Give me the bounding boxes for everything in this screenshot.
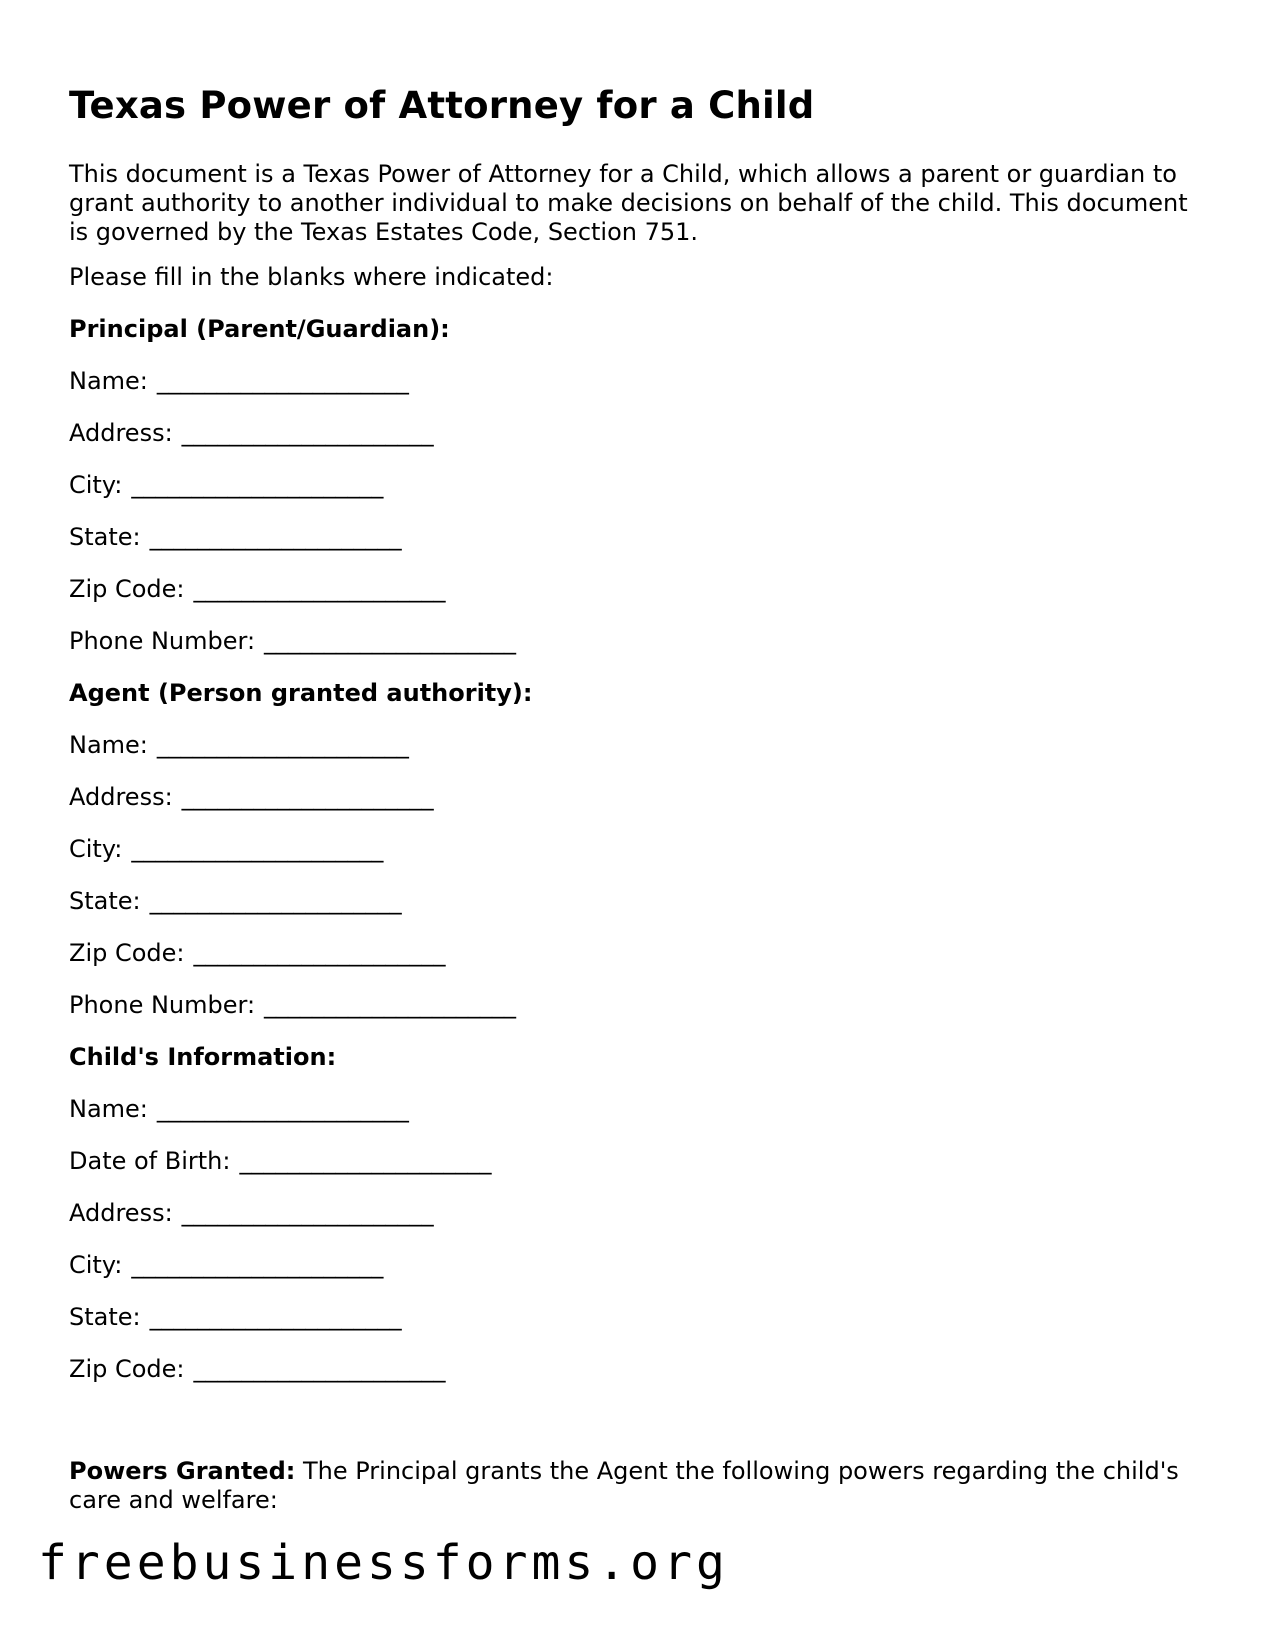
blank-line[interactable]: _____________________ xyxy=(131,1251,384,1279)
field-label: Address: xyxy=(69,419,173,447)
principal-city-field[interactable] xyxy=(69,471,383,500)
field-label: State: xyxy=(69,523,141,551)
child-address-field[interactable] xyxy=(69,1199,434,1228)
principal-heading: Principal (Parent/Guardian): xyxy=(69,315,450,343)
blank-line[interactable]: _____________________ xyxy=(264,627,517,655)
principal-state-field[interactable] xyxy=(69,523,402,552)
principal-address-field[interactable] xyxy=(69,419,434,448)
blank-line[interactable]: _____________________ xyxy=(181,419,434,447)
intro-paragraph: This document is a Texas Power of Attorney for a Child, which allows a parent or guardian to grant authority to another individual to make decisions on behalf of the child. This document is governed by the Texas Estates Code, Section 751. xyxy=(69,160,1188,246)
field-label: City: xyxy=(69,835,123,863)
field-label: City: xyxy=(69,471,123,499)
agent-heading: Agent (Person granted authority): xyxy=(69,679,533,707)
blank-line[interactable]: _____________________ xyxy=(131,471,384,499)
blank-line[interactable]: _____________________ xyxy=(156,1095,409,1123)
field-label: Phone Number: xyxy=(69,991,256,1019)
field-label: Name: xyxy=(69,731,148,759)
principal-phone-field[interactable] xyxy=(69,627,516,656)
child-zip-field[interactable] xyxy=(69,1355,446,1384)
agent-zip-field[interactable] xyxy=(69,939,446,968)
principal-name-field[interactable] xyxy=(69,367,409,396)
blank-line[interactable]: _____________________ xyxy=(149,1303,402,1331)
agent-address-field[interactable] xyxy=(69,783,434,812)
blank-line[interactable]: _____________________ xyxy=(193,1355,446,1383)
blank-line[interactable]: _____________________ xyxy=(264,991,517,1019)
field-label: Zip Code: xyxy=(69,575,185,603)
field-label: State: xyxy=(69,1303,141,1331)
powers-granted-text: The Principal grants the Agent the following powers regarding the child's care and welfare: xyxy=(69,1457,1179,1514)
field-label: Phone Number: xyxy=(69,627,256,655)
site-watermark: freebusinessforms.org xyxy=(38,1535,729,1591)
field-label: Zip Code: xyxy=(69,939,185,967)
field-label: Address: xyxy=(69,1199,173,1227)
child-name-field[interactable] xyxy=(69,1095,409,1124)
field-label: Name: xyxy=(69,1095,148,1123)
powers-granted-label: Powers Granted: xyxy=(69,1457,296,1485)
field-label: Zip Code: xyxy=(69,1355,185,1383)
field-label: Date of Birth: xyxy=(69,1147,231,1175)
child-city-field[interactable] xyxy=(69,1251,383,1280)
blank-line[interactable]: _____________________ xyxy=(181,783,434,811)
blank-line[interactable]: _____________________ xyxy=(156,367,409,395)
instruction-text: Please fill in the blanks where indicated: xyxy=(69,263,554,291)
blank-line[interactable]: _____________________ xyxy=(149,523,402,551)
blank-line[interactable]: _____________________ xyxy=(149,887,402,915)
blank-line[interactable]: _____________________ xyxy=(131,835,384,863)
powers-granted-paragraph xyxy=(69,1457,1209,1515)
blank-line[interactable]: _____________________ xyxy=(193,939,446,967)
agent-name-field[interactable] xyxy=(69,731,409,760)
child-state-field[interactable] xyxy=(69,1303,402,1332)
agent-city-field[interactable] xyxy=(69,835,383,864)
field-label: City: xyxy=(69,1251,123,1279)
blank-line[interactable]: _____________________ xyxy=(193,575,446,603)
field-label: Address: xyxy=(69,783,173,811)
page-title: Texas Power of Attorney for a Child xyxy=(69,84,815,127)
principal-zip-field[interactable] xyxy=(69,575,446,604)
agent-state-field[interactable] xyxy=(69,887,402,916)
field-label: Name: xyxy=(69,367,148,395)
child-dob-field[interactable] xyxy=(69,1147,491,1176)
blank-line[interactable]: _____________________ xyxy=(239,1147,492,1175)
blank-line[interactable]: _____________________ xyxy=(181,1199,434,1227)
field-label: State: xyxy=(69,887,141,915)
agent-phone-field[interactable] xyxy=(69,991,516,1020)
child-heading: Child's Information: xyxy=(69,1043,337,1071)
blank-line[interactable]: _____________________ xyxy=(156,731,409,759)
